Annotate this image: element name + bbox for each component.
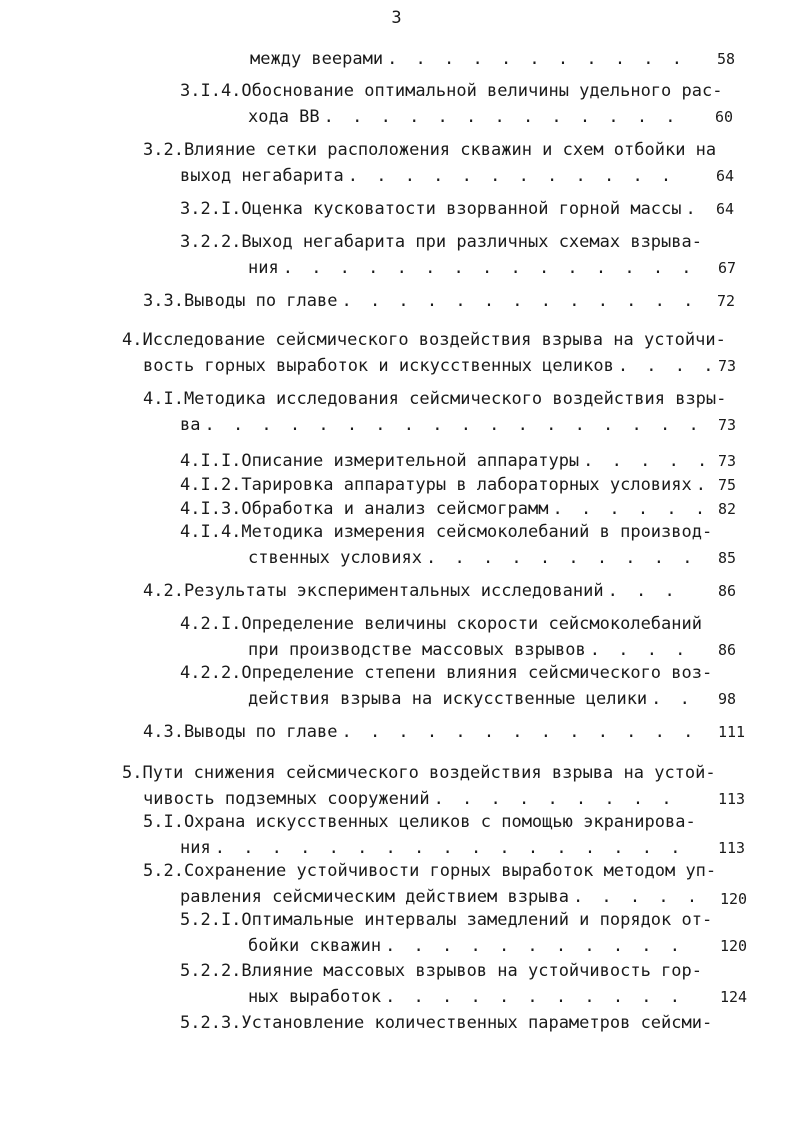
toc-entry [180,412,710,438]
toc-entry [180,519,720,545]
toc-entry-text: 4.2.2.Определение степени влияния сейсмического воз- [180,663,713,683]
toc-entry [180,163,690,189]
toc-page-number: 86 [718,582,737,600]
toc-entry [248,984,693,1010]
toc-entry-text: 4.3.Выводы по главе [143,722,338,742]
toc-entry [180,611,720,637]
toc-entry-text: 5.2.2.Влияние массовых взрывов на устойчивость гор- [180,961,702,981]
toc-entry-text: вость горных выработок и искусственных целиков [143,356,614,376]
toc-entry-text: 4.Исследование сейсмического воздействия взрыва на устойчи- [122,330,726,350]
leader-dots [651,686,693,712]
toc-entry [143,386,727,412]
leader-dots [426,545,693,571]
leader-dots [385,933,693,959]
toc-page-number: 86 [718,641,737,659]
toc-page-number: 124 [720,988,748,1006]
leader-dots [348,163,690,189]
toc-page-number: 120 [720,890,748,908]
toc-entry-text: бойки скважин [248,936,382,956]
toc-entry [180,46,680,72]
toc-entry-text: 4.2.Результаты экспериментальных исследований [143,581,604,601]
leader-dots [686,196,695,222]
toc-entry [143,353,711,379]
toc-entry-text: ния [248,258,279,278]
toc-page-number: 113 [718,790,746,808]
toc-entry [180,472,710,498]
toc-entry-text: 5.I.Охрана искусственных целиков с помощью экранирова- [143,812,696,832]
toc-entry-text: 5.2.Сохранение устойчивости горных выработок методом уп- [143,861,717,881]
toc-entry-text: 4.I.3.Обработка и анализ сейсмограмм [180,499,549,519]
toc-entry-text: действия взрыва на искусственные целики [248,689,648,709]
toc-entry-text: 3.2.Влияние сетки расположения скважин и схем отбойки на [143,140,717,160]
toc-entry [122,327,742,353]
toc-entry [180,229,700,255]
toc-entry-text: ния [180,838,211,858]
toc-entry-text: 4.I.2.Тарировка аппаратуры в лабораторных условиях [180,475,692,495]
toc-page-number: 64 [716,200,735,218]
toc-entry-text: между веерами [250,49,384,69]
toc-entry-text: ных выработок [248,987,382,1007]
toc-entry-text: 3.I.4.Обоснование оптимальной величины удельного рас- [180,81,723,101]
leader-dots [341,288,693,314]
toc-entry-text: хода ВВ [248,107,320,127]
toc-page-number: 73 [718,357,737,375]
toc-entry [180,1010,720,1036]
toc-page-number: 72 [717,292,736,310]
toc-entry [143,137,723,163]
toc-page-number: 75 [718,476,737,494]
toc-entry [180,907,720,933]
toc-entry [143,858,723,884]
toc-entry-text: выход негабарита [180,166,344,186]
page-number: 3 [391,8,402,28]
leader-dots [696,472,710,498]
leader-dots [341,719,691,745]
toc-page-number: 113 [718,839,746,857]
toc-entry [180,660,720,686]
toc-entry-text: 5.2.I.Оптимальные интервалы замедлений и порядок от- [180,910,713,930]
toc-page-number: 58 [717,50,736,68]
toc-entry [248,545,693,571]
toc-entry [180,958,720,984]
toc-entry-text: 4.I.4.Методика измерения сейсмоколебаний в производ- [180,522,713,542]
leader-dots [283,255,688,281]
toc-entry [248,104,688,130]
toc-page-number: 85 [718,549,737,567]
toc-entry-text: 3.2.I.Оценка кусковатости взорванной горной массы [180,199,682,219]
toc-page-number: 111 [718,723,746,741]
toc-entry-text: ственных условиях [248,548,422,568]
toc-entry [143,578,691,604]
toc-entry-text: 4.I.I.Описание измерительной аппаратуры [180,451,580,471]
toc-entry [143,719,691,745]
toc-page-number: 120 [720,937,748,955]
toc-entry [248,933,693,959]
toc-entry [180,78,723,104]
toc-entry-text: 4.I.Методика исследования сейсмического воздействия взры- [143,389,727,409]
toc-entry [122,760,742,786]
toc-entry [143,288,693,314]
leader-dots [324,104,688,130]
toc-entry [143,809,723,835]
toc-entry-text: 4.2.I.Определение величины скорости сейсмоколебаний [180,614,702,634]
toc-page-number: 82 [718,500,737,518]
toc-page-number: 73 [718,452,737,470]
leader-dots [618,353,711,379]
toc-page-number: 64 [716,167,735,185]
leader-dots [608,578,691,604]
toc-entry-text: 3.2.2.Выход негабарита при различных схемах взрыва- [180,232,702,252]
toc-page-number: 67 [718,259,737,277]
toc-page-number: 98 [718,690,737,708]
toc-entry-text: равления сейсмическим действием взрыва [180,887,569,907]
leader-dots [204,412,710,438]
toc-entry-text: 5.Пути снижения сейсмического воздействия взрыва на устой- [122,763,716,783]
toc-entry-text: при производстве массовых взрывов [248,640,586,660]
leader-dots [583,448,710,474]
toc-page-number: 60 [715,108,734,126]
toc-entry-text: чивость подземных сооружений [143,789,430,809]
toc-entry-text: 5.2.3.Установление количественных параметров сейсми- [180,1013,713,1033]
toc-entry [248,255,688,281]
leader-dots [387,46,680,72]
toc-entry [180,448,710,474]
toc-page-number: 73 [718,416,737,434]
leader-dots [385,984,693,1010]
toc-entry-text: 3.3.Выводы по главе [143,291,338,311]
toc-entry [248,686,693,712]
toc-entry [180,196,695,222]
toc-entry-text: ва [180,415,201,435]
